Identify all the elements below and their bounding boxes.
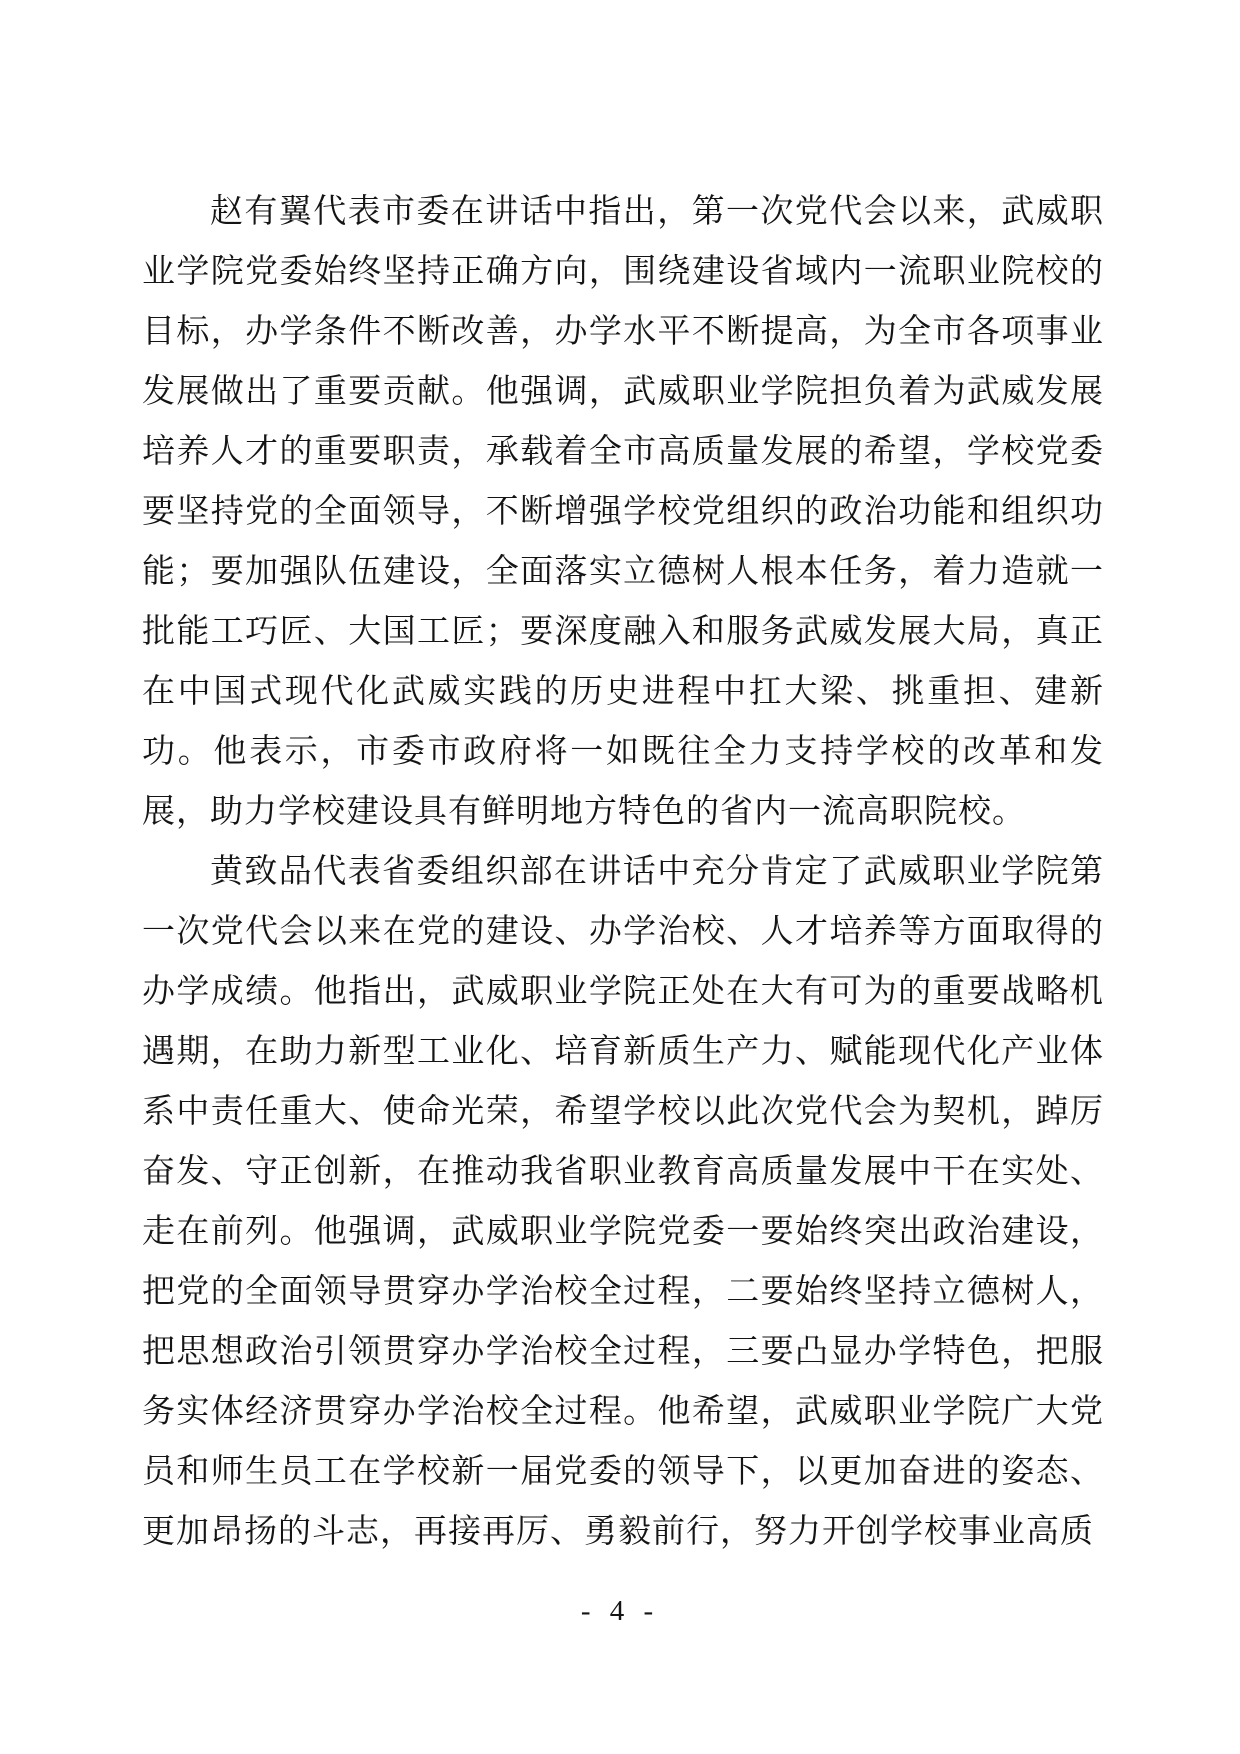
body-text xyxy=(142,182,1104,1562)
paragraph-2: 黄致品代表省委组织部在讲话中充分肯定了武威职业学院第一次党代会以来在党的建设、办学治校、人才培养等方面取得的办学成绩。他指出，武威职业学院正处在大有可为的重要战略机遇期，在助力新型工业化、培育新质生产力、赋能现代化产业体系中责任重大、使命光荣，希望学校以此次党代会为契机，踔厉奋发、守正创新，在推动我省职业教育高质量发展中干在实处、走在前列。他强调，武威职业学院党委一要始终突出政治建设，把党的全面领导贯穿办学治校全过程，二要始终坚持立德树人，把思想政治引领贯穿办学治校全过程，三要凸显办学特色，把服务实体经济贯穿办学治校全过程。他希望，武威职业学院广大党员和师生员工在学校新一届党委的领导下，以更加奋进的姿态、更加昂扬的斗志，再接再厉、勇毅前行，努力开创学校事业高质 xyxy=(142,854,1104,1550)
page-number: - 4 - xyxy=(580,1595,660,1627)
paragraph-1: 赵有翼代表市委在讲话中指出，第一次党代会以来，武威职业学院党委始终坚持正确方向，围绕建设省域内一流职业院校的目标，办学条件不断改善，办学水平不断提高，为全市各项事业发展做出了重要贡献。他强调，武威职业学院担负着为武威发展培养人才的重要职责，承载着全市高质量发展的希望，学校党委要坚持党的全面领导，不断增强学校党组织的政治功能和组织功能；要加强队伍建设，全面落实立德树人根本任务，着力造就一批能工巧匠、大国工匠；要深度融入和服务武威发展大局，真正在中国式现代化武威实践的历史进程中扛大梁、挑重担、建新功。他表示，市委市政府将一如既往全力支持学校的改革和发展，助力学校建设具有鲜明地方特色的省内一流高职院校。 xyxy=(142,194,1104,830)
